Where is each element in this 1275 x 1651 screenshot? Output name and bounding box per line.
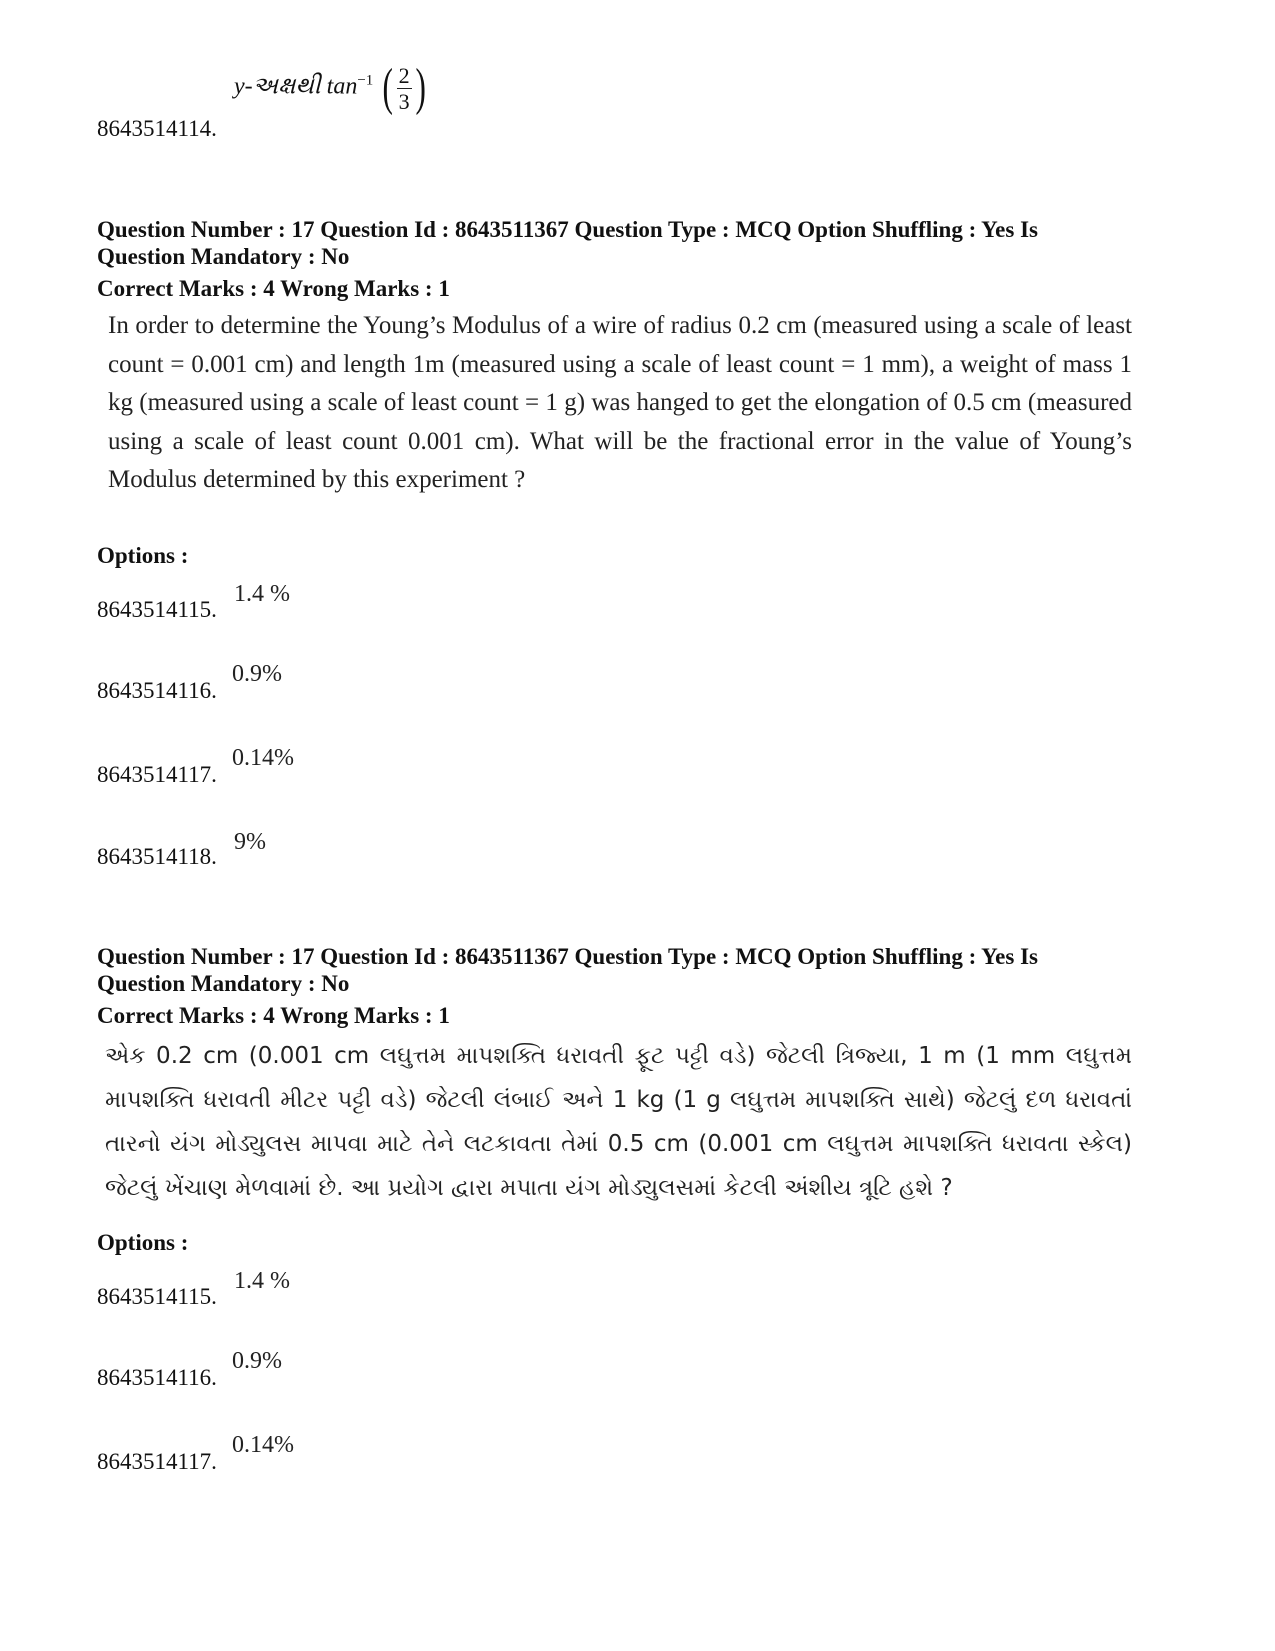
expression-label: y-અક્ષથી tan bbox=[234, 73, 358, 100]
marks-line: Correct Marks : 4 Wrong Marks : 1 bbox=[97, 1003, 450, 1028]
question-meta-line: Question Mandatory : No bbox=[97, 971, 350, 996]
option-number: 8643514114. bbox=[97, 116, 217, 141]
question-meta bbox=[97, 943, 1157, 1029]
question-meta-line: Question Mandatory : No bbox=[97, 244, 350, 269]
option-number: 8643514115. bbox=[97, 1284, 217, 1309]
option-expression bbox=[234, 59, 429, 116]
question-meta-line: Question Number : 17 Question Id : 8643511367 Question Type : MCQ Option Shuffling : Yes Is bbox=[97, 217, 1038, 242]
marks-line: Correct Marks : 4 Wrong Marks : 1 bbox=[97, 276, 450, 301]
option-value: 0.9% bbox=[232, 661, 282, 687]
option-value: 1.4 % bbox=[234, 1268, 290, 1294]
fraction bbox=[379, 59, 429, 116]
option-number: 8643514117. bbox=[97, 762, 217, 787]
options-label: Options : bbox=[97, 543, 189, 568]
question-meta bbox=[97, 216, 1157, 302]
fraction-denominator: 3 bbox=[398, 88, 410, 114]
expression-exponent: −1 bbox=[357, 72, 374, 89]
option-number: 8643514115. bbox=[97, 597, 217, 622]
question-meta-line: Question Number : 17 Question Id : 8643511367 Question Type : MCQ Option Shuffling : Yes Is bbox=[97, 944, 1038, 969]
option-number: 8643514116. bbox=[97, 1365, 217, 1390]
question-text: In order to determine the Young’s Modulus of a wire of radius 0.2 cm (measured using a scale of least count = 0.001 cm) and length 1m (measured using a scale of least count = 1 mm), a weight of mass 1 kg (measured using a scale of least count = 1 g) was hanged to get the elongation of 0.5 cm (measured using a scale of least count 0.001 cm). What will be the fractional error in the value of Young’s Modulus determined by this experiment ? bbox=[108, 312, 1132, 493]
question-text: એક 0.2 cm (0.001 cm લઘુત્તમ માપશક્તિ ધરાવતી ફૂટ પટ્ટી વડે) જેટલી ત્રિજ્યા, 1 m (1 mm લઘુત્તમ માપશક્તિ ધરાવતી મીટર પટ્ટી વડે) જેટલી લંબાઈ અને 1 kg (1 g લઘુત્તમ માપશક્તિ સાથે) જેટલું દળ ધરાવતાં તારનો યંગ મોડ્યુલસ માપવા માટે તેને લટકાવતા તેમાં 0.5 cm (0.001 cm લઘુત્તમ માપશક્તિ ધરાવતા સ્કેલ) જેટલું ખેંચાણ મેળવામાં છે. આ પ્રયોગ દ્વારા મપાતા યંગ મોડ્યુલસમાં કેટલી અંશીય ત્રૂટિ હશે ? bbox=[105, 1043, 1132, 1201]
option-number: 8643514117. bbox=[97, 1449, 217, 1474]
option-number: 8643514118. bbox=[97, 844, 217, 869]
option-number: 8643514116. bbox=[97, 678, 217, 703]
option-value: 0.14% bbox=[232, 745, 294, 771]
right-paren: ) bbox=[415, 59, 426, 116]
option-value: 9% bbox=[234, 829, 266, 855]
option-value: 0.14% bbox=[232, 1432, 294, 1458]
left-paren: ( bbox=[382, 59, 394, 116]
option-value: 1.4 % bbox=[234, 581, 290, 607]
fraction-numerator: 2 bbox=[398, 62, 410, 88]
option-value: 0.9% bbox=[232, 1348, 282, 1374]
options-label: Options : bbox=[97, 1230, 189, 1255]
